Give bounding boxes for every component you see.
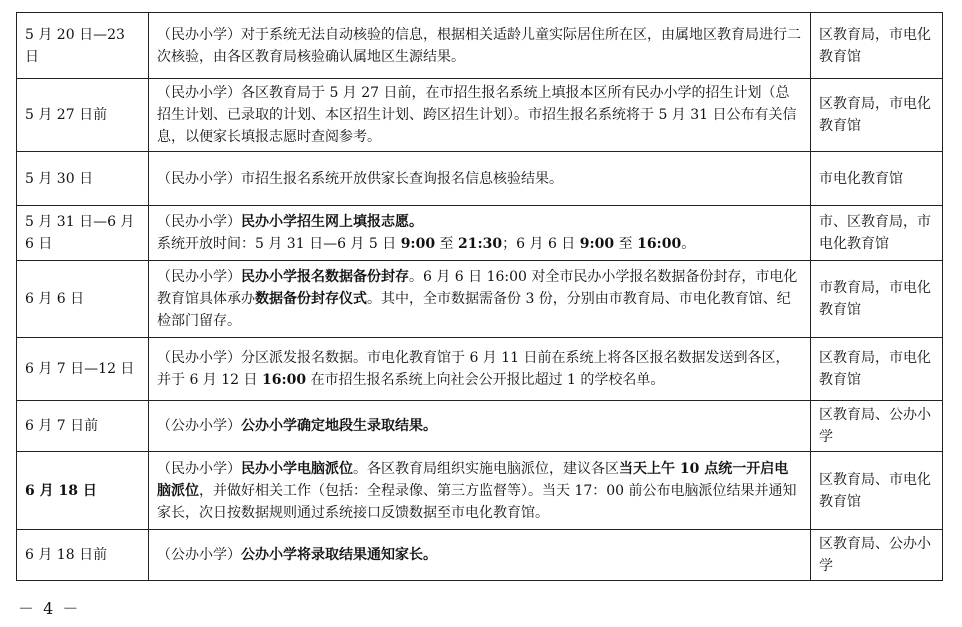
description-cell xyxy=(149,206,811,261)
responsible-org-cell: 市教育局，市电化教育馆 xyxy=(811,261,943,338)
date-cell: 6 月 6 日 xyxy=(17,261,149,338)
responsible-org-cell: 市、区教育局，市电化教育馆 xyxy=(811,206,943,261)
text-run: （民办小学）各区教育局于 5 月 27 日前，在市招生报名系统上填报本区所有民办小学的招生计划（总招生计划、已录取的计划、本区招生计划、跨区招生计划）。市招生报名系统将于 5 月 31 日公布有关信息，以便家长填报志愿时查阅参考。 xyxy=(157,85,797,145)
date-cell: 6 月 18 日前 xyxy=(17,530,149,581)
bold-text: 公办小学确定地段生录取结果。 xyxy=(241,418,437,434)
bold-text: 16:00 xyxy=(637,236,682,252)
bold-text: 16:00 xyxy=(261,372,307,388)
date-cell: 5 月 30 日 xyxy=(17,152,149,206)
bold-text: 数据备份封存仪式 xyxy=(255,291,367,307)
description-cell xyxy=(149,452,811,530)
table-row xyxy=(17,206,943,261)
table-row xyxy=(17,401,943,452)
bold-text: 9:00 xyxy=(579,236,615,252)
text-run: 。6 月 6 日 16:00 对全市民办小学报名数据备份封存，市电化教育馆具体承办 xyxy=(157,269,798,307)
description-cell xyxy=(149,401,811,452)
responsible-org-cell: 区教育局，市电化教育馆 xyxy=(811,338,943,401)
bold-text: 民办小学报名数据备份封存 xyxy=(241,269,409,285)
description-cell xyxy=(149,261,811,338)
table-row xyxy=(17,13,943,79)
date-cell: 6 月 18 日 xyxy=(17,452,149,530)
text-run: （民办小学）分区派发报名数据。市电化教育馆于 6 月 11 日前在系统上将各区报名数据发送到各区，并于 6 月 12 日 xyxy=(157,350,790,388)
text-run: ；6 月 6 日 xyxy=(502,236,580,252)
text-run: （民办小学） xyxy=(157,214,241,230)
text-run: 。各区教育局组织实施电脑派位，建议各区 xyxy=(353,460,619,477)
page-number: － 4 － xyxy=(18,599,81,618)
text-run: 系统开放时间：5 月 31 日—6 月 5 日 xyxy=(157,236,401,252)
date-cell: 5 月 31 日—6 月 6 日 xyxy=(17,206,149,261)
text-run: ，并做好相关工作（包括：全程录像、第三方监督等）。当天 17：00 前公布电脑派位结果并通知家长，次日按数据规则通过系统接口反馈数据至市电化教育馆。 xyxy=(157,482,797,521)
table-row xyxy=(17,338,943,401)
text-run: （公办小学） xyxy=(157,547,241,563)
schedule-table xyxy=(16,12,943,581)
description-cell xyxy=(149,152,811,206)
bold-text: 21:30 xyxy=(458,236,503,252)
responsible-org-cell: 市电化教育馆 xyxy=(811,152,943,206)
text-run: （民办小学） xyxy=(157,460,241,477)
date-cell: 6 月 7 日前 xyxy=(17,401,149,452)
bold-text: 9:00 xyxy=(400,236,436,252)
responsible-org-cell: 区教育局，市电化教育馆 xyxy=(811,79,943,152)
bold-text: 民办小学电脑派位 xyxy=(241,460,353,477)
responsible-org-cell: 区教育局、公办小学 xyxy=(811,530,943,581)
date-cell: 5 月 27 日前 xyxy=(17,79,149,152)
text-run: 至 xyxy=(435,236,458,252)
description-cell xyxy=(149,530,811,581)
responsible-org-cell: 区教育局、公办小学 xyxy=(811,401,943,452)
bold-text: 公办小学将录取结果通知家长。 xyxy=(241,547,437,563)
text-run: 至 xyxy=(614,236,638,252)
table-row xyxy=(17,530,943,581)
responsible-org-cell: 区教育局，市电化教育馆 xyxy=(811,13,943,79)
bold-text: 当天上午 10 点统一开启电脑派位 xyxy=(157,460,789,499)
text-run: （民办小学） xyxy=(157,269,241,285)
text-run: （公办小学） xyxy=(157,418,241,434)
description-cell xyxy=(149,338,811,401)
table-row xyxy=(17,152,943,206)
description-cell xyxy=(149,13,811,79)
date-cell: 5 月 20 日—23 日 xyxy=(17,13,149,79)
table-row xyxy=(17,79,943,152)
text-run: 在市招生报名系统上向社会公开报比超过 1 的学校名单。 xyxy=(306,372,665,388)
text-run: （民办小学）市招生报名系统开放供家长查询报名信息核验结果。 xyxy=(157,170,563,187)
description-cell xyxy=(149,79,811,152)
table-row xyxy=(17,452,943,530)
text-run: 。 xyxy=(681,236,696,252)
responsible-org-cell: 区教育局、市电化教育馆 xyxy=(811,452,943,530)
date-cell: 6 月 7 日—12 日 xyxy=(17,338,149,401)
bold-text: 民办小学招生网上填报志愿。 xyxy=(241,214,423,230)
table-row xyxy=(17,261,943,338)
text-run: （民办小学）对于系统无法自动核验的信息，根据相关适龄儿童实际居住所在区，由属地区教育局进行二次核验，由各区教育局核验确认属地区生源结果。 xyxy=(157,26,801,65)
text-run: 。其中，全市数据需备份 3 份，分别由市教育局、市电化教育馆、纪检部门留存。 xyxy=(157,291,791,329)
